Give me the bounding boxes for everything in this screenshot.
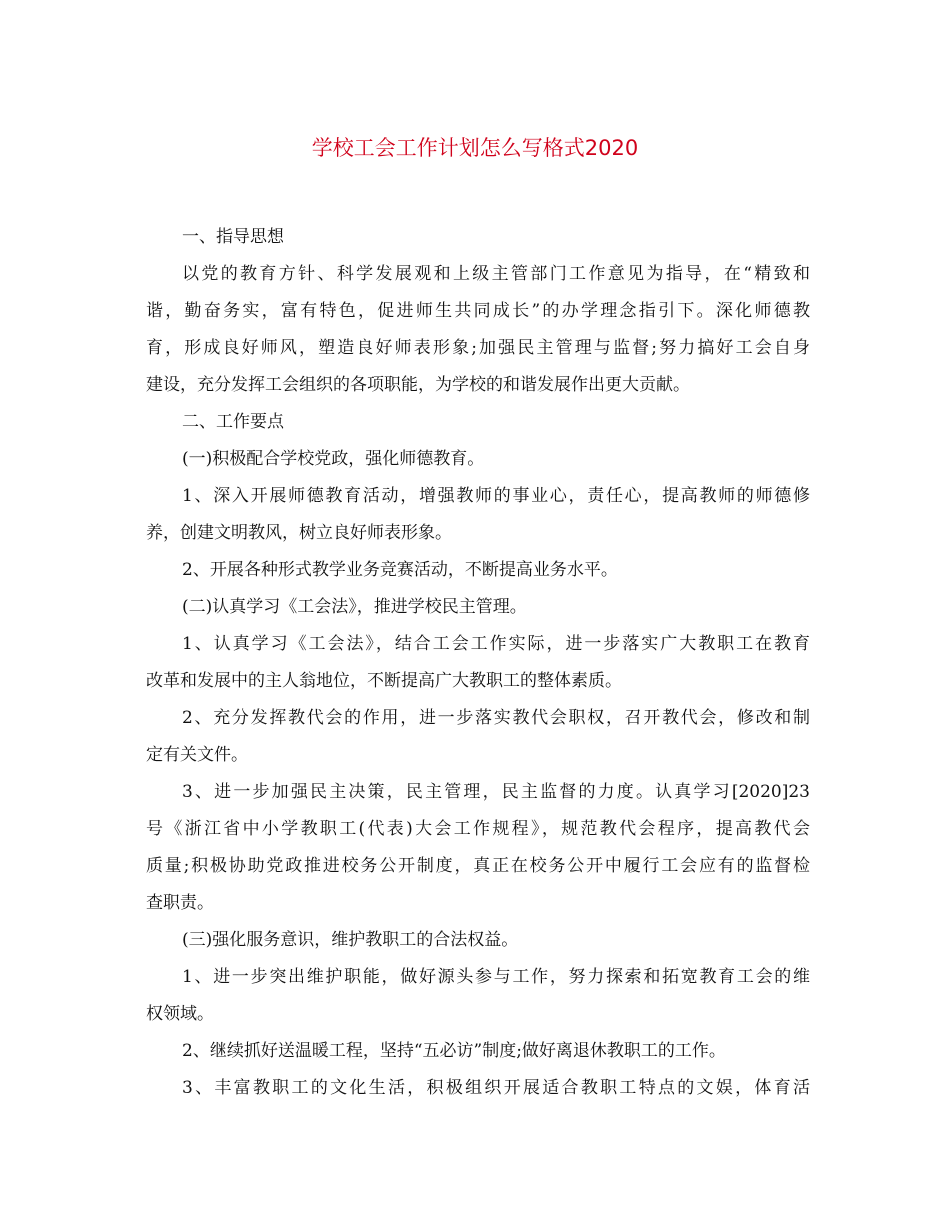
paragraph-line: 2、开展各种形式教学业务竞赛活动，不断提高业务水平。: [182, 560, 618, 580]
paragraph-line: 育，形成良好师风，塑造良好师表形象;加强民主管理与监督;努力搞好工会自身: [146, 338, 810, 358]
paragraph-line: 养，创建文明教风，树立良好师表形象。: [146, 523, 452, 543]
paragraph-line: 1、深入开展师德教育活动，增强教师的事业心，责任心，提高教师的师德修: [182, 486, 810, 506]
paragraph-line: 号《浙江省中小学教职工(代表)大会工作规程》，规范教代会程序，提高教代会: [146, 819, 810, 839]
subsection-heading: (一)积极配合学校党政，强化师德教育。: [182, 449, 485, 469]
paragraph-line: 权领域。: [146, 1004, 214, 1024]
paragraph-line: 3、丰富教职工的文化生活，积极组织开展适合教职工特点的文娱，体育活: [182, 1078, 810, 1098]
paragraph-line: 建设，充分发挥工会组织的各项职能，为学校的和谐发展作出更大贡献。: [146, 375, 690, 395]
paragraph-line: 以党的教育方针、科学发展观和上级主管部门工作意见为指导，在“精致和: [182, 264, 810, 284]
subsection-heading: (三)强化服务意识，维护教职工的合法权益。: [182, 930, 519, 950]
paragraph-line: 2、继续抓好送温暖工程，坚持“五必访”制度;做好离退休教职工的工作。: [182, 1041, 726, 1061]
subsection-heading: (二)认真学习《工会法》，推进学校民主管理。: [182, 597, 527, 617]
paragraph-line: 2、充分发挥教代会的作用，进一步落实教代会职权，召开教代会，修改和制: [182, 708, 810, 728]
document-title: 学校工会工作计划怎么写格式2020: [311, 136, 639, 160]
paragraph-line: 3、进一步加强民主决策，民主管理，民主监督的力度。认真学习[2020]23: [182, 782, 810, 802]
paragraph-line: 改革和发展中的主人翁地位，不断提高广大教职工的整体素质。: [146, 671, 622, 691]
paragraph-line: 查职责。: [146, 893, 214, 913]
section-heading: 一、指导思想: [182, 227, 284, 247]
paragraph-line: 1、进一步突出维护职能，做好源头参与工作，努力探索和拓宽教育工会的维: [182, 967, 810, 987]
paragraph-line: 定有关文件。: [146, 745, 248, 765]
paragraph-line: 谐，勤奋务实，富有特色，促进师生共同成长”的办学理念指引下。深化师德教: [146, 301, 810, 321]
document-body: [146, 219, 810, 1107]
paragraph-line: 质量;积极协助党政推进校务公开制度，真正在校务公开中履行工会应有的监督检: [146, 856, 810, 876]
section-heading: 二、工作要点: [182, 412, 284, 432]
paragraph-line: 1、认真学习《工会法》，结合工会工作实际，进一步落实广大教职工在教育: [182, 634, 810, 654]
